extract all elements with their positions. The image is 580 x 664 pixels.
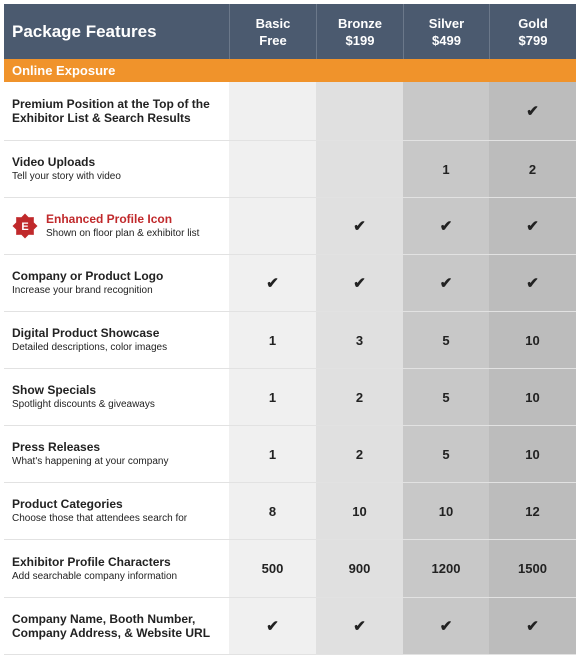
- feature-cell: [4, 141, 229, 197]
- checkmark-icon: ✔: [489, 198, 576, 254]
- feature-cell: [4, 198, 229, 254]
- feature-title: Press Releases: [12, 440, 101, 454]
- enhanced-profile-icon: [12, 213, 38, 239]
- basic-empty-cell: [229, 198, 316, 254]
- table-title: Package Features: [12, 21, 157, 41]
- bronze-value: 2: [316, 426, 403, 482]
- table-row: [4, 598, 576, 655]
- table-row: [4, 82, 576, 141]
- silver-value: 5: [403, 369, 489, 425]
- checkmark-icon: ✔: [316, 598, 403, 654]
- package-features-table: [4, 4, 576, 655]
- table-header: [4, 4, 576, 59]
- feature-cell: [4, 483, 229, 539]
- bronze-value: 900: [316, 540, 403, 597]
- table-row: [4, 540, 576, 598]
- package-name: Basic: [255, 15, 291, 31]
- silver-value: 1: [403, 141, 489, 197]
- feature-subtitle: Shown on floor plan & exhibitor list: [46, 228, 200, 239]
- feature-title: Enhanced Profile Icon: [46, 212, 173, 226]
- package-price: Free: [259, 32, 287, 48]
- feature-cell: [4, 426, 229, 482]
- basic-value: 8: [229, 483, 316, 539]
- feature-cell: [4, 369, 229, 425]
- feature-subtitle: What's happening at your company: [12, 456, 169, 467]
- silver-value: 10: [403, 483, 489, 539]
- feature-title: Show Specials: [12, 383, 97, 397]
- gold-value: 2: [489, 141, 576, 197]
- feature-title: Product Categories: [12, 497, 123, 511]
- basic-empty-cell: [229, 141, 316, 197]
- package-bronze-header: [316, 4, 403, 59]
- feature-subtitle: Increase your brand recognition: [12, 285, 153, 296]
- checkmark-icon: ✔: [316, 255, 403, 311]
- feature-cell: [4, 255, 229, 311]
- checkmark-icon: ✔: [489, 255, 576, 311]
- icon-letter: E: [21, 221, 29, 233]
- basic-value: 1: [229, 369, 316, 425]
- package-name: Gold: [518, 15, 548, 31]
- feature-cell: [4, 598, 229, 654]
- silver-value: 5: [403, 426, 489, 482]
- feature-subtitle: Choose those that attendees search for: [12, 513, 188, 524]
- feature-subtitle: Tell your story with video: [12, 171, 121, 182]
- feature-rows: [4, 82, 576, 655]
- gold-value: 10: [489, 369, 576, 425]
- table-row: [4, 255, 576, 312]
- feature-cell: [4, 312, 229, 368]
- bronze-empty-cell: [316, 141, 403, 197]
- silver-value: 1200: [403, 540, 489, 597]
- checkmark-icon: ✔: [229, 598, 316, 654]
- checkmark-icon: ✔: [403, 255, 489, 311]
- basic-value: 1: [229, 426, 316, 482]
- feature-cell: [4, 82, 229, 140]
- package-name: Silver: [428, 15, 465, 31]
- gold-value: 10: [489, 426, 576, 482]
- table-row: [4, 141, 576, 198]
- package-price: $199: [345, 32, 375, 48]
- package-price: $499: [432, 32, 461, 48]
- table-row: [4, 312, 576, 369]
- package-basic-header: [229, 4, 316, 59]
- silver-value: 5: [403, 312, 489, 368]
- bronze-value: 3: [316, 312, 403, 368]
- basic-value: 1: [229, 312, 316, 368]
- section-online-exposure: Online Exposure: [4, 59, 576, 82]
- feature-title: Digital Product Showcase: [12, 326, 160, 340]
- table-row: [4, 198, 576, 255]
- feature-cell: [4, 540, 229, 597]
- checkmark-icon: ✔: [316, 198, 403, 254]
- checkmark-icon: ✔: [489, 82, 576, 140]
- feature-text: [46, 212, 199, 240]
- feature-title: Exhibitor Profile Characters: [12, 554, 171, 569]
- feature-title: Company Name, Booth Number, Company Address, & Website URL: [12, 612, 211, 640]
- feature-subtitle: Spotlight discounts & giveaways: [12, 399, 155, 410]
- package-gold-header: [489, 4, 576, 59]
- basic-value: 500: [229, 540, 316, 597]
- package-silver-header: [403, 4, 489, 59]
- gold-value: 12: [489, 483, 576, 539]
- table-row: [4, 483, 576, 540]
- bronze-value: 2: [316, 369, 403, 425]
- bronze-value: 10: [316, 483, 403, 539]
- package-price: $799: [518, 32, 548, 48]
- bronze-empty-cell: [316, 82, 403, 140]
- silver-empty-cell: [403, 82, 489, 140]
- package-name: Bronze: [337, 15, 383, 31]
- checkmark-icon: ✔: [489, 598, 576, 654]
- feature-title: Video Uploads: [12, 155, 96, 169]
- basic-empty-cell: [229, 82, 316, 140]
- checkmark-icon: ✔: [229, 255, 316, 311]
- table-row: [4, 426, 576, 483]
- table-row: [4, 369, 576, 426]
- checkmark-icon: ✔: [403, 598, 489, 654]
- feature-subtitle: Detailed descriptions, color images: [12, 342, 168, 353]
- feature-title: Company or Product Logo: [12, 269, 164, 283]
- gold-value: 10: [489, 312, 576, 368]
- feature-subtitle: Add searchable company information: [12, 570, 178, 582]
- feature-title: Premium Position at the Top of the Exhibitor List & Search Results: [12, 97, 210, 125]
- checkmark-icon: ✔: [403, 198, 489, 254]
- gold-value: 1500: [489, 540, 576, 597]
